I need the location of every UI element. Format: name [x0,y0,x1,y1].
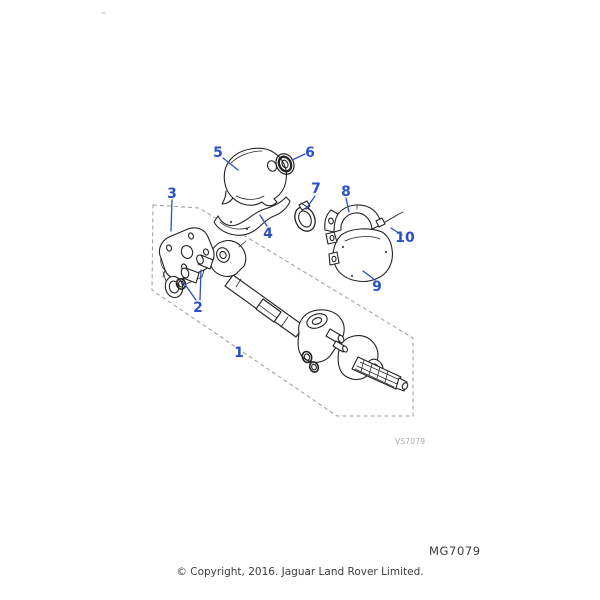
housing-lower-drawing [329,229,392,282]
callout-2[interactable]: 2 [193,300,203,316]
drawing-ref-watermark: VS7079 [395,437,426,446]
callout-4[interactable]: 4 [263,226,273,242]
callout-6[interactable]: 6 [305,145,315,161]
figure-code: MG7079 [429,544,481,558]
pin-drawing [376,212,403,227]
swivel-cover-drawing [222,148,286,205]
callout-3[interactable]: 3 [167,186,177,202]
callout-8[interactable]: 8 [341,184,351,200]
callout-9[interactable]: 9 [372,279,382,295]
callout-5[interactable]: 5 [213,145,223,161]
callout-7[interactable]: 7 [311,181,321,197]
callout-10[interactable]: 10 [395,230,415,246]
clamp-clip-drawing [291,201,319,234]
copyright-text: © Copyright, 2016. Jaguar Land Rover Limited. [176,566,424,578]
callout-1[interactable]: 1 [234,345,244,361]
